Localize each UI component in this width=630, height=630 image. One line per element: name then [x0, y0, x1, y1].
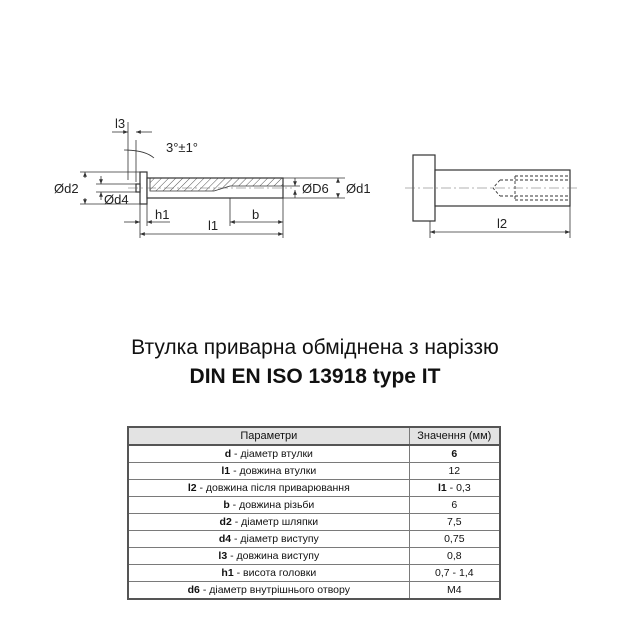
parameter-description: - діаметр виступу [231, 532, 319, 545]
label-d4: Ød4 [104, 192, 129, 207]
parameter-symbol: b [223, 498, 230, 511]
value-cell [409, 531, 500, 548]
label-d1: Ød1 [346, 181, 371, 196]
table-row [128, 548, 500, 565]
parameter-description: - довжина виступу [227, 549, 320, 562]
parameter-symbol: l3 [218, 549, 228, 562]
parameter-cell [128, 497, 409, 514]
table-row [128, 463, 500, 480]
parameter-cell [128, 565, 409, 582]
parameter-description: - висота головки [233, 566, 317, 579]
table-row [128, 445, 500, 463]
section-view [128, 172, 292, 204]
table-row [128, 514, 500, 531]
label-angle: 3°±1° [166, 140, 198, 155]
value-text: 6 [451, 498, 458, 511]
parameter-description: - довжина після приварювання [196, 481, 350, 494]
label-D6: ØD6 [302, 181, 329, 196]
table-row [128, 565, 500, 582]
parameter-cell [128, 445, 409, 463]
label-l3: l3 [115, 116, 126, 131]
parameter-description: - діаметр шляпки [231, 515, 319, 528]
value-cell [409, 480, 500, 497]
parameter-cell [128, 463, 409, 480]
parameter-symbol: l2 [187, 481, 197, 494]
value-text: 7,5 [447, 515, 462, 528]
value-text: 0,8 [447, 549, 462, 562]
parameter-description: - довжина втулки [230, 464, 317, 477]
parameter-symbol: l1 [221, 464, 231, 477]
product-standard: DIN EN ISO 13918 type IT [189, 365, 441, 388]
header-parameters: Параметри [128, 427, 409, 445]
parameter-cell [128, 514, 409, 531]
label-h1: h1 [155, 207, 170, 222]
parameter-description: - діаметр внутрішнього отвору [199, 583, 350, 596]
parameter-description: - довжина різьби [229, 498, 315, 511]
parameter-symbol: h1 [221, 566, 234, 579]
header-values: Значення (мм) [409, 427, 500, 445]
label-d2: Ød2 [54, 181, 79, 196]
table-row [128, 480, 500, 497]
value-text: 12 [448, 464, 461, 477]
value-text: 6 [451, 447, 458, 460]
value-cell [409, 582, 500, 600]
parameter-cell [128, 548, 409, 565]
value-cell [409, 548, 500, 565]
value-cell [409, 514, 500, 531]
value-cell [409, 565, 500, 582]
label-l2: l2 [497, 216, 508, 231]
parameter-symbol: d6 [187, 583, 200, 596]
table-header-row [128, 427, 500, 445]
table-row [128, 582, 500, 600]
welded-view [405, 155, 580, 221]
parameter-symbol: d4 [218, 532, 232, 545]
table-row [128, 531, 500, 548]
product-title: Втулка приварна обміднена з наріззю [131, 336, 499, 359]
parameter-symbol: d2 [219, 515, 232, 528]
label-l1: l1 [208, 218, 219, 233]
parameters-table [127, 426, 501, 600]
value-cell [409, 463, 500, 480]
label-b: b [252, 207, 260, 222]
value-cell [409, 497, 500, 514]
value-text: 0,7 - 1,4 [435, 566, 474, 579]
value-symbol: l1 [437, 481, 447, 494]
value-text: 0,75 [444, 532, 465, 545]
table-body [128, 445, 500, 599]
parameter-cell [128, 582, 409, 600]
parameter-symbol: d [224, 447, 232, 460]
table-row [128, 497, 500, 514]
value-text: - 0,3 [446, 481, 471, 494]
parameter-description: - діаметр втулки [231, 447, 313, 460]
parameter-cell [128, 480, 409, 497]
value-text: M4 [447, 583, 462, 596]
value-cell [409, 445, 500, 463]
parameter-cell [128, 531, 409, 548]
